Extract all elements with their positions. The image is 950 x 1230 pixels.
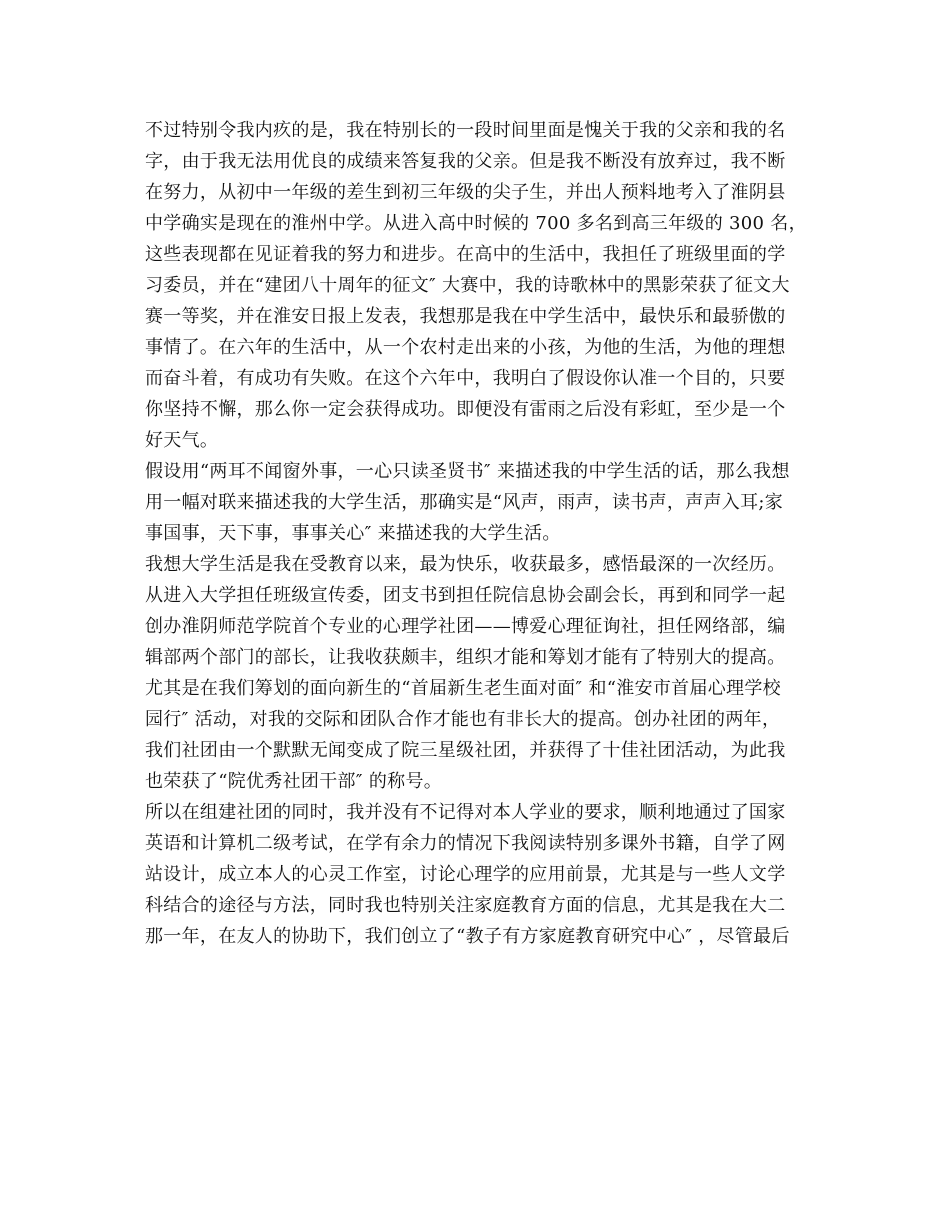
text-line: 所以在组建社团的同时，我并没有不记得对本人学业的要求，顺利地通过了国家 — [145, 802, 786, 823]
text-line: 创办淮阴师范学院首个专业的心理学社团——博爱心理征询社，担任网络部，编 — [145, 616, 786, 637]
text-line: 而奋斗着，有成功有失败。在这个六年中，我明白了假设你认准一个目的，只要 — [145, 368, 786, 389]
text-line: 这些表现都在见证着我的努力和进步。在高中的生活中，我担任了班级里面的学 — [145, 244, 786, 265]
text-line: 不过特别令我内疚的是，我在特别长的一段时间里面是愧关于我的父亲和我的名 — [145, 120, 786, 141]
text-line: 赛一等奖，并在淮安日报上发表，我想那是我在中学生活中，最快乐和最骄傲的 — [145, 306, 786, 327]
text-line: 在努力，从初中一年级的差生到初三年级的尖子生，并出人预料地考入了淮阴县 — [145, 182, 786, 203]
text-line: 那一年，在友人的协助下，我们创立了“教子有方家庭教育研究中心″ ，尽管最后 — [145, 926, 790, 947]
text-line: 科结合的途径与方法，同时我也特别关注家庭教育方面的信息，尤其是我在大二 — [145, 895, 786, 916]
text-line: 用一幅对联来描述我的大学生活，那确实是“风声，雨声，读书声，声声入耳;家 — [145, 492, 784, 513]
text-line: 事国事，天下事，事事关心″ 来描述我的大学生活。 — [145, 523, 561, 544]
text-line: 事情了。在六年的生活中，从一个农村走出来的小孩，为他的生活，为他的理想 — [145, 337, 786, 358]
text-line: 我想大学生活是我在受教育以来，最为快乐，收获最多，感悟最深的一次经历。 — [145, 554, 786, 575]
text-line: 也荣获了“院优秀社团干部″ 的称号。 — [145, 771, 443, 792]
text-line: 习委员，并在“建团八十周年的征文″ 大赛中，我的诗歌林中的黑影荣获了征文大 — [145, 275, 790, 296]
text-line: 尤其是在我们筹划的面向新生的“首届新生老生面对面″ 和“淮安市首届心理学校 — [145, 678, 781, 699]
text-line: 你坚持不懈，那么你一定会获得成功。即便没有雷雨之后没有彩虹，至少是一个 — [145, 399, 786, 420]
text-line: 园行″ 活动，对我的交际和团队合作才能也有非长大的提高。创办社团的两年， — [145, 709, 781, 730]
body-text — [145, 115, 815, 952]
text-line: 站设计，成立本人的心灵工作室，讨论心理学的应用前景，尤其是与一些人文学 — [145, 864, 786, 885]
text-line: 从进入大学担任班级宣传委，团支书到担任院信息协会副会长，再到和同学一起 — [145, 585, 786, 606]
text-line: 好天气。 — [145, 430, 219, 451]
text-line: 我们社团由一个默默无闻变成了院三星级社团，并获得了十佳社团活动，为此我 — [145, 740, 786, 761]
text-line: 字，由于我无法用优良的成绩来答复我的父亲。但是我不断没有放弃过，我不断 — [145, 151, 786, 172]
text-line: 英语和计算机二级考试，在学有余力的情况下我阅读特别多课外书籍，自学了网 — [145, 833, 786, 854]
text-line: 辑部两个部门的部长，让我收获颇丰，组织才能和筹划才能有了特别大的提高。 — [145, 647, 786, 668]
text-line: 中学确实是现在的淮州中学。从进入高中时候的 700 多名到高三年级的 300 名， — [145, 213, 807, 234]
text-line: 假设用“两耳不闻窗外事，一心只读圣贤书″ 来描述我的中学生活的话，那么我想 — [145, 461, 790, 482]
